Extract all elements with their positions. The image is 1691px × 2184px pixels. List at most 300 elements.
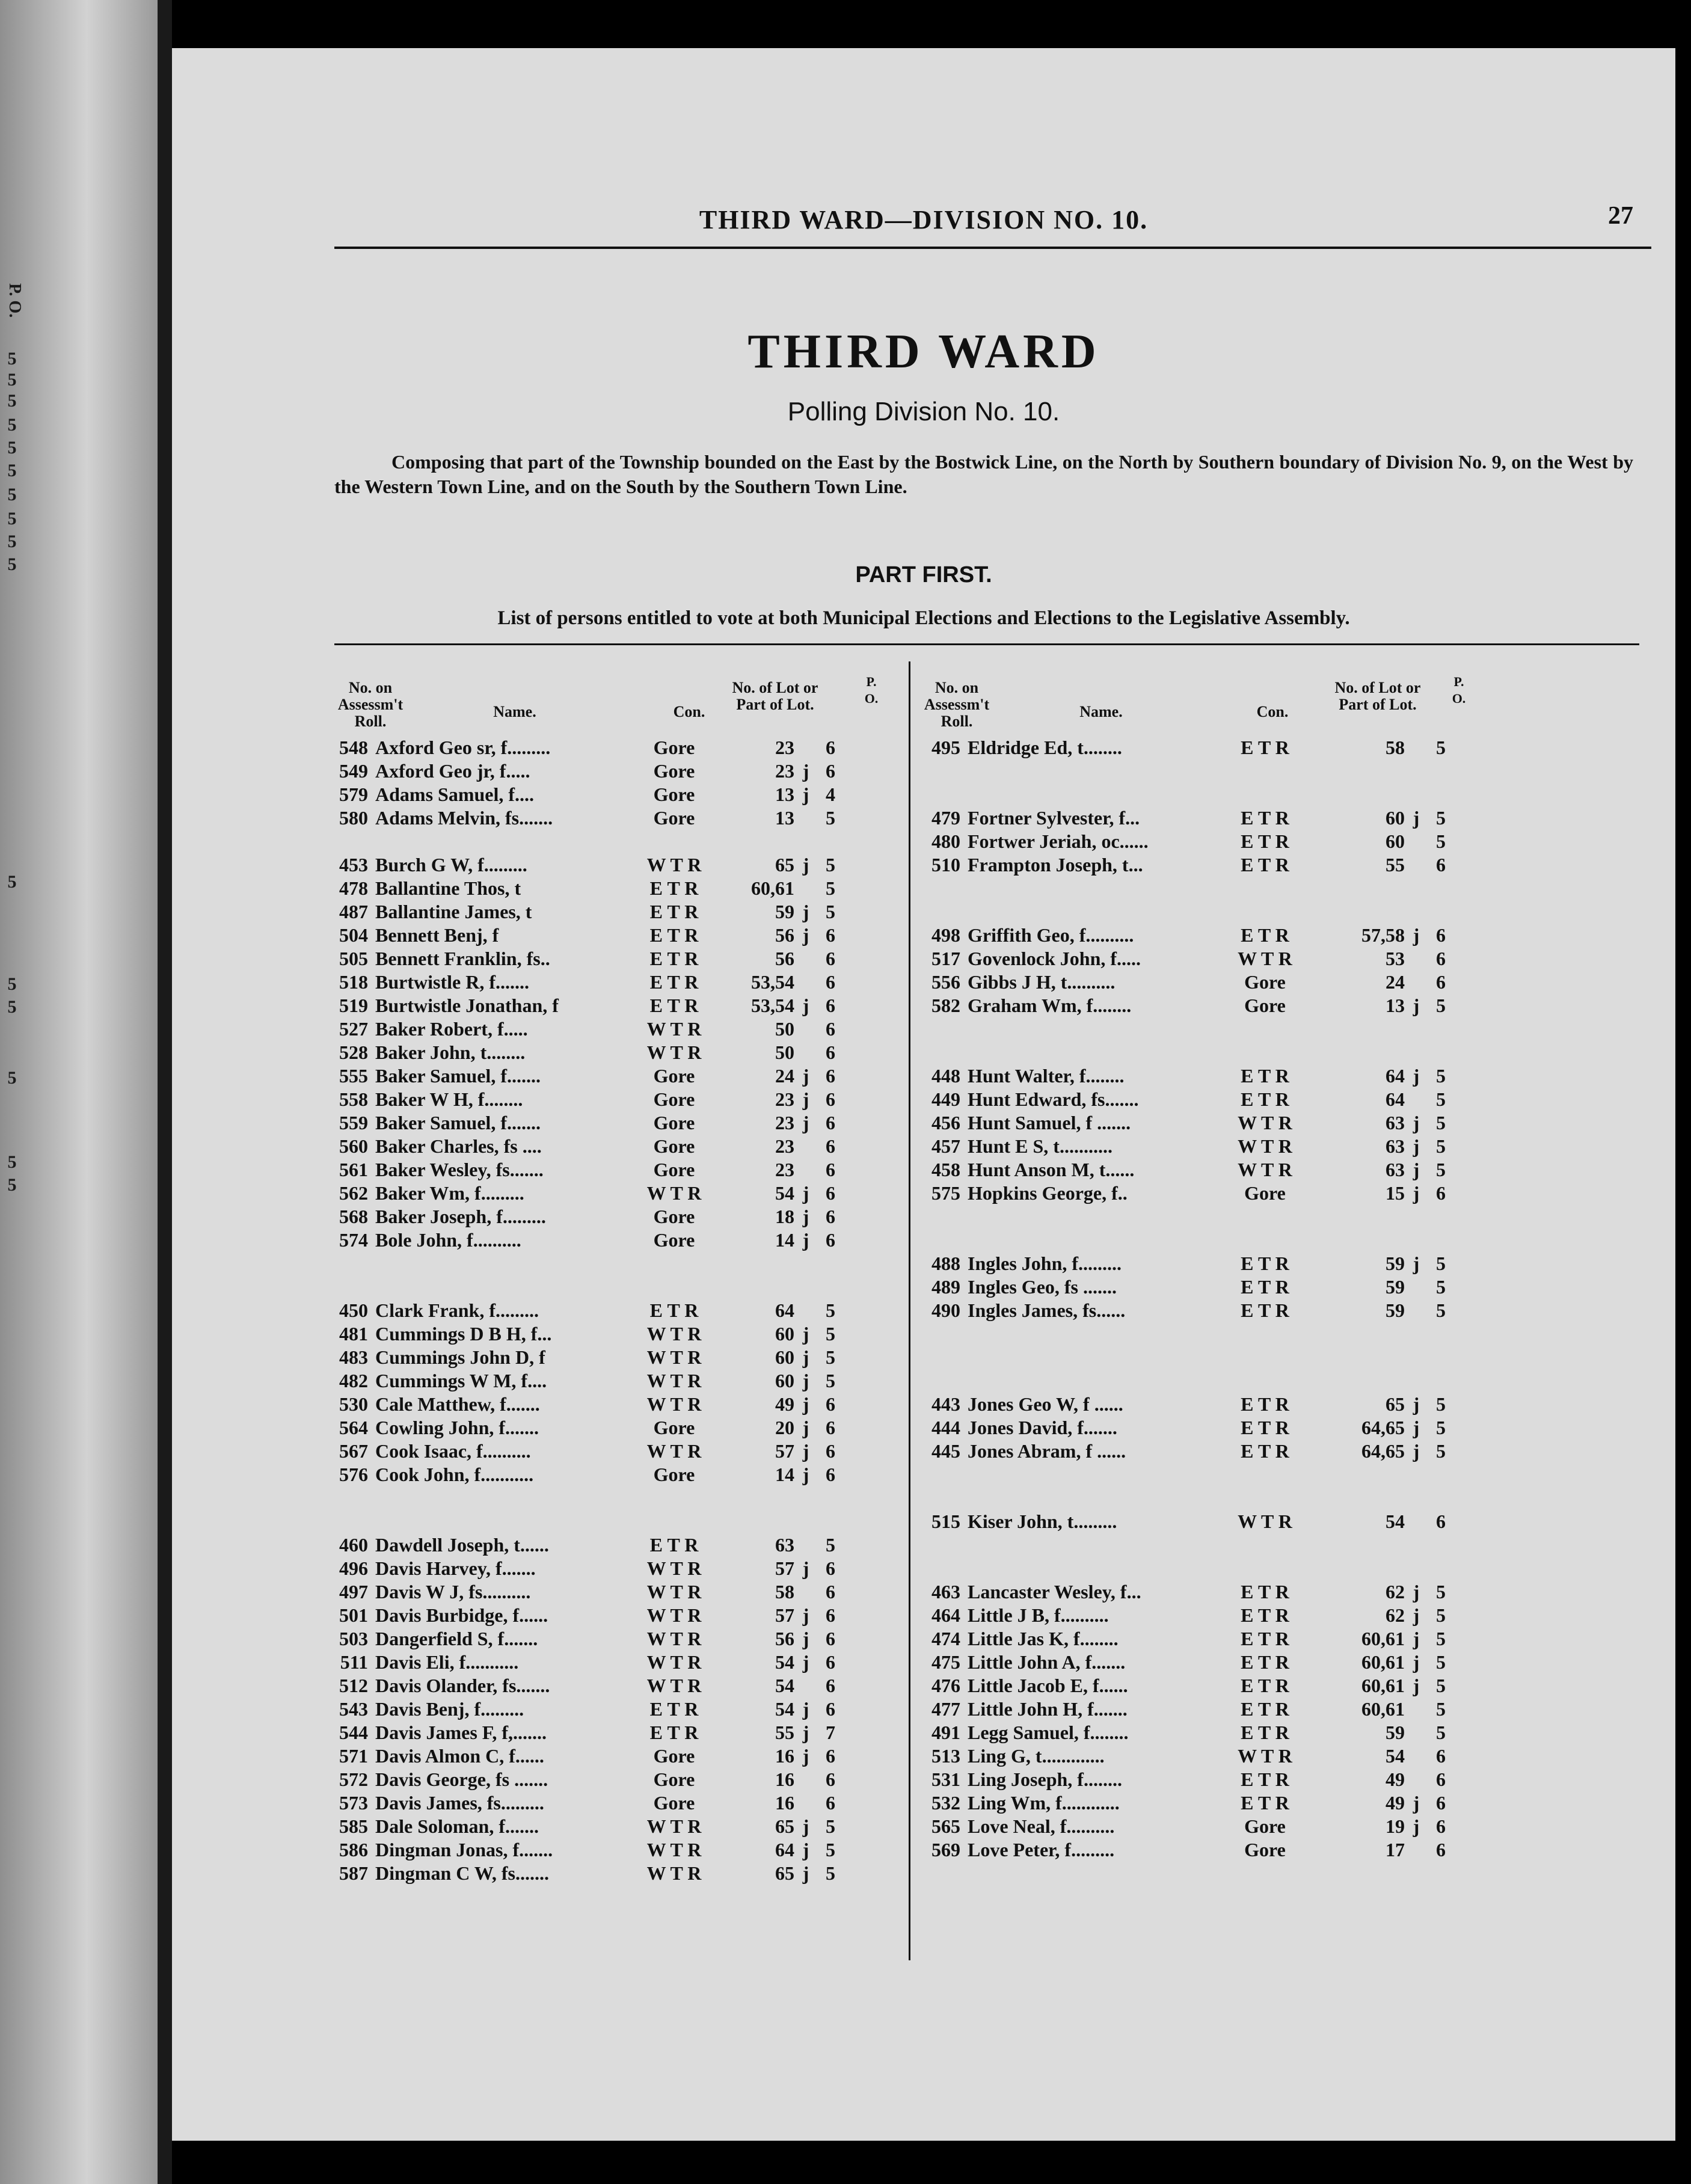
concession: E T R <box>1241 1651 1289 1673</box>
post-office: 5 <box>826 854 835 876</box>
voter-name: Adams Samuel, f.... <box>375 784 535 805</box>
voter-name: Cummings D B H, f... <box>375 1323 552 1345</box>
voter-row <box>322 971 864 994</box>
post-office: 6 <box>826 1041 835 1063</box>
voter-name: Baker Wesley, fs....... <box>375 1159 544 1180</box>
roll-number: 505 <box>339 948 368 969</box>
voter-name: Bole John, f.......... <box>375 1229 521 1251</box>
lot-number: 60 <box>775 1370 794 1391</box>
roll-number: 453 <box>339 854 368 876</box>
voter-name: Love Neal, f.......... <box>968 1815 1115 1837</box>
voter-row <box>322 1698 864 1721</box>
voter-row <box>322 1557 864 1580</box>
voter-row <box>322 1299 864 1322</box>
concession: E T R <box>649 971 699 993</box>
concession: E T R <box>649 901 699 922</box>
joint-marker: j <box>802 1604 809 1626</box>
lot-number: 60 <box>775 1323 794 1345</box>
voter-row <box>915 1065 1456 1088</box>
voter-row <box>322 1417 864 1440</box>
joint-marker: j <box>802 1722 809 1743</box>
polling-division-title: Polling Division No. 10. <box>787 397 1060 426</box>
lot-number: 17 <box>1386 1839 1405 1860</box>
roll-number: 569 <box>931 1839 960 1860</box>
voter-name: Cowling John, f....... <box>375 1417 539 1438</box>
voter-row <box>322 1229 864 1252</box>
roll-number: 576 <box>339 1464 368 1485</box>
lot-number: 56 <box>775 924 794 946</box>
roll-number: 556 <box>931 971 960 993</box>
concession: E T R <box>1241 1393 1289 1415</box>
post-office: 5 <box>826 901 835 922</box>
roll-number: 498 <box>931 924 960 946</box>
joint-marker: j <box>802 1651 809 1673</box>
lot-number: 23 <box>775 1159 794 1180</box>
voter-name: Little Jas K, f........ <box>968 1628 1119 1649</box>
concession: W T R <box>646 1628 702 1649</box>
voter-row <box>322 1135 864 1158</box>
lot-number: 13 <box>775 784 794 805</box>
joint-marker: j <box>802 1417 809 1438</box>
voter-row <box>915 1768 1456 1791</box>
joint-marker: j <box>1413 1628 1420 1649</box>
joint-marker: j <box>1413 1253 1420 1274</box>
voter-name: Davis George, fs ....... <box>375 1768 548 1790</box>
voter-name: Davis Benj, f......... <box>375 1698 524 1720</box>
col-header-name: Name. <box>1079 703 1123 720</box>
concession: E T R <box>1241 807 1289 829</box>
lot-number: 64 <box>1386 1088 1405 1110</box>
roll-number: 478 <box>339 877 368 899</box>
voter-name: Hunt Anson M, t...... <box>968 1159 1135 1180</box>
concession: W T R <box>646 1182 702 1204</box>
running-header: THIRD WARD—DIVISION NO. 10. <box>699 205 1149 235</box>
lot-number: 54 <box>775 1651 794 1673</box>
voter-row <box>915 1698 1456 1721</box>
voter-name: Legg Samuel, f........ <box>968 1722 1129 1743</box>
post-office: 5 <box>826 877 835 899</box>
post-office: 5 <box>826 1346 835 1368</box>
concession: Gore <box>653 1088 695 1110</box>
lot-number: 64 <box>1386 1065 1405 1087</box>
voter-name: Davis James F, f,....... <box>375 1722 547 1743</box>
post-office: 5 <box>826 1815 835 1837</box>
voter-name: Bennett Franklin, fs.. <box>375 948 550 969</box>
concession: Gore <box>653 1206 695 1227</box>
lot-number: 23 <box>775 1088 794 1110</box>
post-office: 5 <box>1436 1581 1446 1603</box>
voter-row <box>322 807 864 830</box>
lot-number: 55 <box>1386 854 1405 876</box>
voter-row <box>322 877 864 900</box>
joint-marker: j <box>802 901 809 922</box>
post-office: 5 <box>826 1299 835 1321</box>
joint-marker: j <box>802 1628 809 1649</box>
previous-page-po-value: 5 <box>7 349 17 369</box>
voter-row <box>915 1135 1456 1158</box>
concession: E T R <box>1241 854 1289 876</box>
concession: Gore <box>653 1768 695 1790</box>
lot-number: 60,61 <box>1361 1675 1405 1696</box>
joint-marker: j <box>802 1112 809 1133</box>
roll-number: 580 <box>339 807 368 829</box>
concession: Gore <box>1244 1815 1286 1837</box>
voter-row <box>915 1417 1456 1440</box>
voter-row <box>322 1604 864 1627</box>
voter-name: Baker W H, f........ <box>375 1088 523 1110</box>
voter-row <box>322 1088 864 1111</box>
voter-row <box>322 1346 864 1369</box>
roll-number: 456 <box>931 1112 960 1133</box>
joint-marker: j <box>802 1464 809 1485</box>
post-office: 5 <box>1436 1675 1446 1696</box>
lot-number: 16 <box>775 1792 794 1814</box>
roll-number: 567 <box>339 1440 368 1462</box>
roll-number: 476 <box>931 1675 960 1696</box>
joint-marker: j <box>802 1745 809 1767</box>
lot-number: 13 <box>775 807 794 829</box>
roll-number: 532 <box>931 1792 960 1814</box>
lot-number: 55 <box>775 1722 794 1743</box>
voter-name: Davis Burbidge, f...... <box>375 1604 548 1626</box>
voter-row <box>915 1651 1456 1674</box>
voter-name: Govenlock John, f..... <box>968 948 1141 969</box>
voter-row <box>322 760 864 783</box>
voter-row <box>322 1464 864 1486</box>
col-header-po: P. O. <box>864 674 879 706</box>
roll-number: 488 <box>931 1253 960 1274</box>
voter-name: Ling G, t............. <box>968 1745 1105 1767</box>
previous-page-po-value: 5 <box>7 872 17 892</box>
voter-row <box>915 1276 1456 1299</box>
lot-number: 64 <box>775 1839 794 1860</box>
voter-name: Axford Geo jr, f..... <box>375 760 530 782</box>
concession: E T R <box>1241 1417 1289 1438</box>
post-office: 6 <box>1436 1745 1446 1767</box>
voter-row <box>322 1041 864 1064</box>
concession: W T R <box>646 1370 702 1391</box>
roll-number: 457 <box>931 1135 960 1157</box>
voter-row <box>915 1628 1456 1651</box>
voter-name: Kiser John, t......... <box>968 1511 1117 1532</box>
concession: E T R <box>1241 1299 1289 1321</box>
joint-marker: j <box>802 1182 809 1204</box>
joint-marker: j <box>1413 1182 1420 1204</box>
voter-name: Hunt Samuel, f ....... <box>968 1112 1131 1133</box>
voter-row <box>322 1745 864 1768</box>
joint-marker: j <box>802 1393 809 1415</box>
concession: E T R <box>1241 1065 1289 1087</box>
concession: E T R <box>1241 1675 1289 1696</box>
voter-row <box>915 948 1456 971</box>
roll-number: 479 <box>931 807 960 829</box>
concession: W T R <box>646 1346 702 1368</box>
voter-row <box>322 995 864 1017</box>
post-office: 6 <box>826 1112 835 1133</box>
col-header-lot: No. of Lot or Part of Lot. <box>1334 679 1421 713</box>
concession: E T R <box>1241 1698 1289 1720</box>
voter-name: Little J B, f.......... <box>968 1604 1109 1626</box>
concession: E T R <box>649 877 699 899</box>
roll-number: 555 <box>339 1065 368 1087</box>
joint-marker: j <box>1413 1792 1420 1814</box>
joint-marker: j <box>1413 1651 1420 1673</box>
col-header-roll-no: No. on Assessm't Roll. <box>924 679 990 730</box>
post-office: 5 <box>1436 1698 1446 1720</box>
post-office: 6 <box>826 995 835 1016</box>
post-office: 5 <box>1436 830 1446 852</box>
lot-number: 57,58 <box>1361 924 1405 946</box>
post-office: 5 <box>826 1839 835 1860</box>
lot-number: 58 <box>1386 737 1405 758</box>
voter-name: Burch G W, f......... <box>375 854 527 876</box>
roll-number: 517 <box>931 948 960 969</box>
joint-marker: j <box>1413 1815 1420 1837</box>
roll-number: 511 <box>340 1651 368 1673</box>
voter-name: Bennett Benj, f <box>375 924 499 946</box>
roll-number: 497 <box>339 1581 368 1603</box>
concession: W T R <box>646 854 702 876</box>
post-office: 6 <box>826 948 835 969</box>
voter-row <box>322 1651 864 1674</box>
voter-name: Lancaster Wesley, f... <box>968 1581 1141 1603</box>
voter-name: Fortwer Jeriah, oc...... <box>968 830 1149 852</box>
voter-name: Ling Joseph, f........ <box>968 1768 1122 1790</box>
voter-name: Dawdell Joseph, t...... <box>375 1534 549 1556</box>
concession: W T R <box>1238 1511 1292 1532</box>
concession: W T R <box>1238 1745 1292 1767</box>
roll-number: 510 <box>931 854 960 876</box>
joint-marker: j <box>1413 1581 1420 1603</box>
concession: W T R <box>646 1440 702 1462</box>
concession: W T R <box>646 1557 702 1579</box>
lot-number: 60,61 <box>1361 1698 1405 1720</box>
roll-number: 527 <box>339 1018 368 1040</box>
concession: E T R <box>1241 1276 1289 1298</box>
joint-marker: j <box>1413 807 1420 829</box>
concession: E T R <box>1241 1581 1289 1603</box>
voter-row <box>915 1393 1456 1416</box>
joint-marker: j <box>802 854 809 876</box>
roll-number: 501 <box>339 1604 368 1626</box>
voter-name: Little John A, f....... <box>968 1651 1126 1673</box>
voter-name: Jones Abram, f ...... <box>968 1440 1126 1462</box>
voter-row <box>322 854 864 877</box>
voter-name: Jones David, f....... <box>968 1417 1117 1438</box>
voter-row <box>915 1815 1456 1838</box>
lot-number: 65 <box>1386 1393 1405 1415</box>
post-office: 6 <box>826 1464 835 1485</box>
joint-marker: j <box>802 1440 809 1462</box>
post-office: 6 <box>826 1417 835 1438</box>
roll-number: 544 <box>339 1722 368 1743</box>
lot-number: 64,65 <box>1361 1417 1405 1438</box>
lot-number: 63 <box>775 1534 794 1556</box>
roll-number: 487 <box>339 901 368 922</box>
voter-row <box>915 995 1456 1017</box>
post-office: 6 <box>826 760 835 782</box>
voter-row <box>915 1792 1456 1815</box>
voter-row <box>322 1440 864 1463</box>
post-office: 6 <box>826 1018 835 1040</box>
voter-row <box>322 1675 864 1698</box>
voter-name: Baker Robert, f..... <box>375 1018 528 1040</box>
voter-name: Griffith Geo, f.......... <box>968 924 1134 946</box>
joint-marker: j <box>1413 995 1420 1016</box>
previous-page-po-value: 5 <box>7 415 17 435</box>
concession: E T R <box>1241 1792 1289 1814</box>
post-office: 6 <box>826 1206 835 1227</box>
concession: Gore <box>653 1792 695 1814</box>
lot-number: 16 <box>775 1745 794 1767</box>
document-page <box>172 48 1675 2141</box>
voter-row <box>915 1440 1456 1463</box>
col-header-roll-no: No. on Assessm't Roll. <box>337 679 404 730</box>
voter-row <box>915 1839 1456 1862</box>
roll-number: 561 <box>339 1159 368 1180</box>
concession: W T R <box>1238 1135 1292 1157</box>
joint-marker: j <box>802 784 809 805</box>
voter-name: Cummings W M, f.... <box>375 1370 547 1391</box>
voter-name: Frampton Joseph, t... <box>968 854 1143 876</box>
voter-name: Dale Soloman, f....... <box>375 1815 539 1837</box>
voter-name: Burtwistle R, f....... <box>375 971 529 993</box>
lot-number: 57 <box>775 1557 794 1579</box>
voter-row <box>322 924 864 947</box>
roll-number: 575 <box>931 1182 960 1204</box>
lot-number: 62 <box>1386 1581 1405 1603</box>
voter-name: Baker Charles, fs .... <box>375 1135 542 1157</box>
voter-name: Little John H, f....... <box>968 1698 1128 1720</box>
joint-marker: j <box>802 1229 809 1251</box>
lot-number: 13 <box>1386 995 1405 1016</box>
concession: E T R <box>1241 1253 1289 1274</box>
lot-number: 50 <box>775 1018 794 1040</box>
voter-name: Cale Matthew, f....... <box>375 1393 540 1415</box>
post-office: 6 <box>826 1675 835 1696</box>
concession: W T R <box>646 1581 702 1603</box>
roll-number: 515 <box>931 1511 960 1532</box>
roll-number: 582 <box>931 995 960 1016</box>
concession: Gore <box>653 807 695 829</box>
joint-marker: j <box>1413 1604 1420 1626</box>
concession: Gore <box>653 1417 695 1438</box>
roll-number: 463 <box>931 1581 960 1603</box>
concession: W T R <box>646 1839 702 1860</box>
joint-marker: j <box>802 760 809 782</box>
post-office: 6 <box>826 1581 835 1603</box>
concession: W T R <box>646 1651 702 1673</box>
lot-number: 60,61 <box>1361 1651 1405 1673</box>
joint-marker: j <box>802 1088 809 1110</box>
voter-name: Davis Olander, fs....... <box>375 1675 550 1696</box>
voter-name: Love Peter, f......... <box>968 1839 1115 1860</box>
voter-name: Ingles John, f......... <box>968 1253 1122 1274</box>
post-office: 5 <box>1436 737 1446 758</box>
post-office: 5 <box>1436 1393 1446 1415</box>
voter-name: Hunt E S, t........... <box>968 1135 1112 1157</box>
roll-number: 558 <box>339 1088 368 1110</box>
roll-number: 585 <box>339 1815 368 1837</box>
voter-row <box>915 1159 1456 1182</box>
voter-name: Dingman C W, fs....... <box>375 1862 549 1884</box>
voter-name: Axford Geo sr, f......... <box>375 737 551 758</box>
post-office: 6 <box>826 737 835 758</box>
joint-marker: j <box>802 1065 809 1087</box>
roll-number: 574 <box>339 1229 368 1251</box>
roll-number: 548 <box>339 737 368 758</box>
voter-name: Baker Samuel, f....... <box>375 1065 541 1087</box>
voter-row <box>915 971 1456 994</box>
col-header-con: Con. <box>673 703 705 720</box>
post-office: 5 <box>1436 1112 1446 1133</box>
voter-row <box>322 1159 864 1182</box>
post-office: 5 <box>826 807 835 829</box>
previous-page-po-value: 5 <box>7 1152 17 1172</box>
roll-number: 560 <box>339 1135 368 1157</box>
voter-row <box>322 1323 864 1346</box>
concession: Gore <box>1244 1182 1286 1204</box>
lot-number: 23 <box>775 737 794 758</box>
voter-row <box>915 1604 1456 1627</box>
concession: Gore <box>1244 995 1286 1016</box>
post-office: 5 <box>1436 1628 1446 1649</box>
concession: E T R <box>649 1299 699 1321</box>
voter-row <box>915 1088 1456 1111</box>
lot-number: 63 <box>1386 1112 1405 1133</box>
roll-number: 458 <box>931 1159 960 1180</box>
roll-number: 480 <box>931 830 960 852</box>
previous-page-po-value: 5 <box>7 1175 17 1195</box>
concession: E T R <box>649 1722 699 1743</box>
division-boundary-description: Composing that part of the Township bounded on the East by the Bostwick Line, on the North by Southern boundary of Division No. 9, on the West by the Western Town Line, and on the South by the Southern Town Line. <box>334 451 1633 497</box>
voter-name: Burtwistle Jonathan, f <box>375 995 559 1016</box>
previous-page-po-value: 5 <box>7 532 17 551</box>
voter-name: Ingles Geo, fs ....... <box>968 1276 1117 1298</box>
post-office: 5 <box>1436 1253 1446 1274</box>
voter-row <box>322 1370 864 1393</box>
concession: Gore <box>653 1745 695 1767</box>
joint-marker: j <box>802 1206 809 1227</box>
concession: Gore <box>653 1065 695 1087</box>
post-office: 6 <box>826 1159 835 1180</box>
post-office: 6 <box>1436 1768 1446 1790</box>
concession: Gore <box>653 1229 695 1251</box>
lot-number: 23 <box>775 1112 794 1133</box>
post-office: 5 <box>1436 1651 1446 1673</box>
post-office: 6 <box>1436 924 1446 946</box>
voter-name: Cummings John D, f <box>375 1346 545 1368</box>
post-office: 6 <box>826 1088 835 1110</box>
voter-row <box>915 1722 1456 1744</box>
concession: W T R <box>646 1862 702 1884</box>
concession: Gore <box>1244 1839 1286 1860</box>
previous-page-edge <box>0 0 158 2184</box>
roll-number: 543 <box>339 1698 368 1720</box>
voter-row <box>322 1722 864 1744</box>
concession: E T R <box>1241 1088 1289 1110</box>
lot-number: 15 <box>1386 1182 1405 1204</box>
voter-row <box>915 854 1456 877</box>
roll-number: 586 <box>339 1839 368 1860</box>
voter-row <box>322 1792 864 1815</box>
joint-marker: j <box>802 1862 809 1884</box>
lot-number: 63 <box>1386 1135 1405 1157</box>
post-office: 6 <box>1436 854 1446 876</box>
post-office: 6 <box>826 1745 835 1767</box>
roll-number: 491 <box>931 1722 960 1743</box>
roll-number: 450 <box>339 1299 368 1321</box>
